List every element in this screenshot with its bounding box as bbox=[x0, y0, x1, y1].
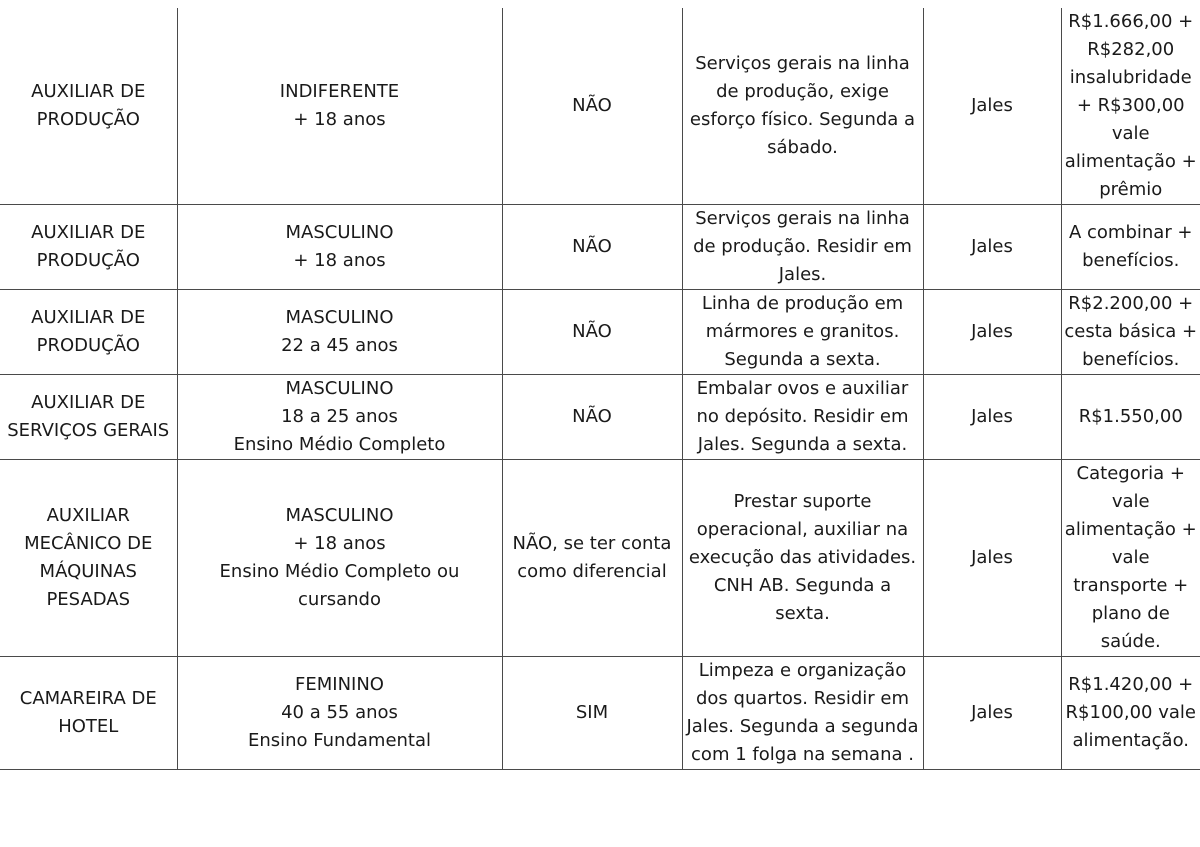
cell-cargo: AUXILIAR DE SERVIÇOS GERAIS bbox=[0, 375, 177, 460]
table-row bbox=[0, 657, 1200, 770]
cell-requisitos: MASCULINO 22 a 45 anos bbox=[177, 290, 502, 375]
job-listings-table bbox=[0, 8, 1200, 770]
cell-salario: A combinar + benefícios. bbox=[1061, 205, 1200, 290]
cell-descricao: Serviços gerais na linha de produção, exige esforço físico. Segunda a sábado. bbox=[682, 8, 923, 205]
job-listings-sheet bbox=[0, 8, 1200, 770]
cell-descricao: Linha de produção em mármores e granitos. Segunda a sexta. bbox=[682, 290, 923, 375]
cell-experiencia: NÃO bbox=[502, 375, 682, 460]
cell-salario: Categoria + vale alimentação + vale transporte + plano de saúde. bbox=[1061, 460, 1200, 657]
cell-cidade: Jales bbox=[923, 375, 1061, 460]
cell-requisitos: MASCULINO + 18 anos bbox=[177, 205, 502, 290]
cell-cidade: Jales bbox=[923, 205, 1061, 290]
cell-cargo: AUXILIAR DE PRODUÇÃO bbox=[0, 205, 177, 290]
cell-experiencia: SIM bbox=[502, 657, 682, 770]
cell-cidade: Jales bbox=[923, 657, 1061, 770]
cell-cidade: Jales bbox=[923, 460, 1061, 657]
cell-salario: R$2.200,00 + cesta básica + benefícios. bbox=[1061, 290, 1200, 375]
table-row bbox=[0, 375, 1200, 460]
cell-requisitos: MASCULINO 18 a 25 anos Ensino Médio Completo bbox=[177, 375, 502, 460]
cell-descricao: Limpeza e organização dos quartos. Residir em Jales. Segunda a segunda com 1 folga na semana . bbox=[682, 657, 923, 770]
cell-cargo: AUXILIAR DE PRODUÇÃO bbox=[0, 8, 177, 205]
cell-cargo: CAMAREIRA DE HOTEL bbox=[0, 657, 177, 770]
cell-cidade: Jales bbox=[923, 8, 1061, 205]
cell-salario: R$1.666,00 + R$282,00 insalubridade + R$300,00 vale alimentação + prêmio bbox=[1061, 8, 1200, 205]
cell-requisitos: MASCULINO + 18 anos Ensino Médio Completo ou cursando bbox=[177, 460, 502, 657]
cell-cargo: AUXILIAR MECÂNICO DE MÁQUINAS PESADAS bbox=[0, 460, 177, 657]
cell-salario: R$1.550,00 bbox=[1061, 375, 1200, 460]
cell-descricao: Prestar suporte operacional, auxiliar na execução das atividades. CNH AB. Segunda a sexta. bbox=[682, 460, 923, 657]
cell-experiencia: NÃO bbox=[502, 290, 682, 375]
cell-cidade: Jales bbox=[923, 290, 1061, 375]
cell-salario: R$1.420,00 + R$100,00 vale alimentação. bbox=[1061, 657, 1200, 770]
table-row bbox=[0, 205, 1200, 290]
cell-experiencia: NÃO bbox=[502, 205, 682, 290]
cell-cargo: AUXILIAR DE PRODUÇÃO bbox=[0, 290, 177, 375]
cell-descricao: Embalar ovos e auxiliar no depósito. Residir em Jales. Segunda a sexta. bbox=[682, 375, 923, 460]
table-row bbox=[0, 8, 1200, 205]
cell-requisitos: INDIFERENTE + 18 anos bbox=[177, 8, 502, 205]
cell-experiencia: NÃO, se ter conta como diferencial bbox=[502, 460, 682, 657]
cell-descricao: Serviços gerais na linha de produção. Residir em Jales. bbox=[682, 205, 923, 290]
table-row bbox=[0, 290, 1200, 375]
cell-requisitos: FEMININO 40 a 55 anos Ensino Fundamental bbox=[177, 657, 502, 770]
table-row bbox=[0, 460, 1200, 657]
cell-experiencia: NÃO bbox=[502, 8, 682, 205]
